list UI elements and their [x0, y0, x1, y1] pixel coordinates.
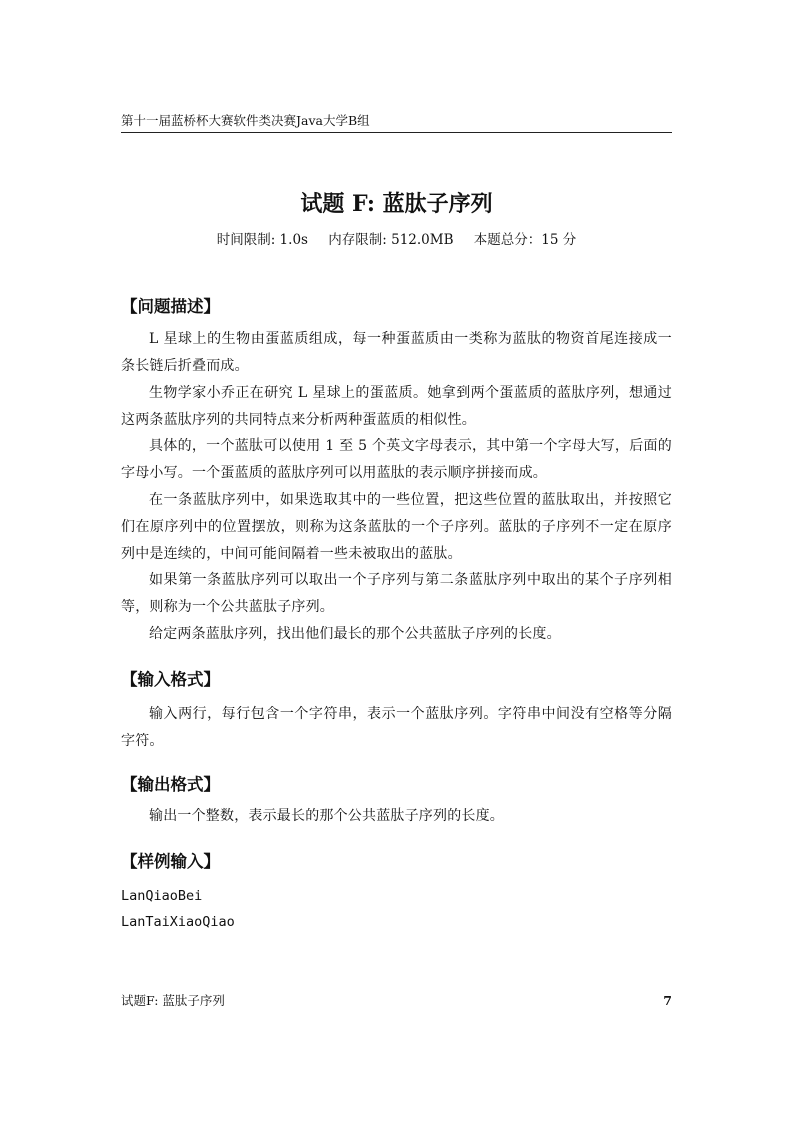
input-format-heading: 【输入格式】	[121, 670, 220, 689]
input-format-text: 输入两行，每行包含一个字符串，表示一个蓝肽序列。字符串中间没有空格等分隔字符。	[121, 706, 672, 749]
sample-input-line-2: LanTaiXiaoQiao	[121, 914, 235, 930]
running-header: 第十一届蓝桥杯大赛软件类决赛Java大学B组	[121, 113, 370, 128]
description-paragraph-2: 生物学家小乔正在研究 L 星球上的蛋蓝质。她拿到两个蛋蓝质的蓝肽序列，想通过这两条蓝肽序列的共同特点来分析两种蛋蓝质的相似性。	[121, 385, 672, 428]
total-score: 本题总分：15 分	[473, 232, 577, 248]
description-paragraph-5: 如果第一条蓝肽序列可以取出一个子序列与第二条蓝肽序列中取出的某个子序列相等，则称为一个公共蓝肽子序列。	[121, 572, 672, 615]
problem-title: 试题 F: 蓝肽子序列	[300, 191, 493, 217]
sample-input-line-1: LanQiaoBei	[121, 888, 203, 904]
output-format-text: 输出一个整数，表示最长的那个公共蓝肽子序列的长度。	[149, 808, 504, 824]
sample-input-heading: 【样例输入】	[121, 852, 220, 871]
time-limit: 时间限制: 1.0s	[216, 232, 308, 248]
memory-limit: 内存限制: 512.0MB	[328, 232, 454, 248]
problem-meta	[121, 231, 672, 249]
output-format-heading: 【输出格式】	[121, 775, 220, 794]
page-number: 7	[663, 993, 672, 1008]
header-rule	[121, 132, 672, 133]
description-heading: 【问题描述】	[121, 297, 220, 316]
description-paragraph-4: 在一条蓝肽序列中，如果选取其中的一些位置，把这些位置的蓝肽取出，并按照它们在原序列中的位置摆放，则称为这条蓝肽的一个子序列。蓝肽的子序列不一定在原序列中是连续的，中间可能间隔着一些未被取出的蓝肽。	[121, 492, 672, 562]
description-paragraph-3: 具体的，一个蓝肽可以使用 1 至 5 个英文字母表示，其中第一个字母大写，后面的字母小写。一个蛋蓝质的蓝肽序列可以用蓝肽的表示顺序拼接而成。	[121, 438, 672, 481]
footer-title: 试题F: 蓝肽子序列	[121, 993, 225, 1008]
description-paragraph-1: L 星球上的生物由蛋蓝质组成，每一种蛋蓝质由一类称为蓝肽的物资首尾连接成一条长链后折叠而成。	[121, 331, 672, 374]
description-paragraph-6: 给定两条蓝肽序列，找出他们最长的那个公共蓝肽子序列的长度。	[149, 626, 561, 642]
